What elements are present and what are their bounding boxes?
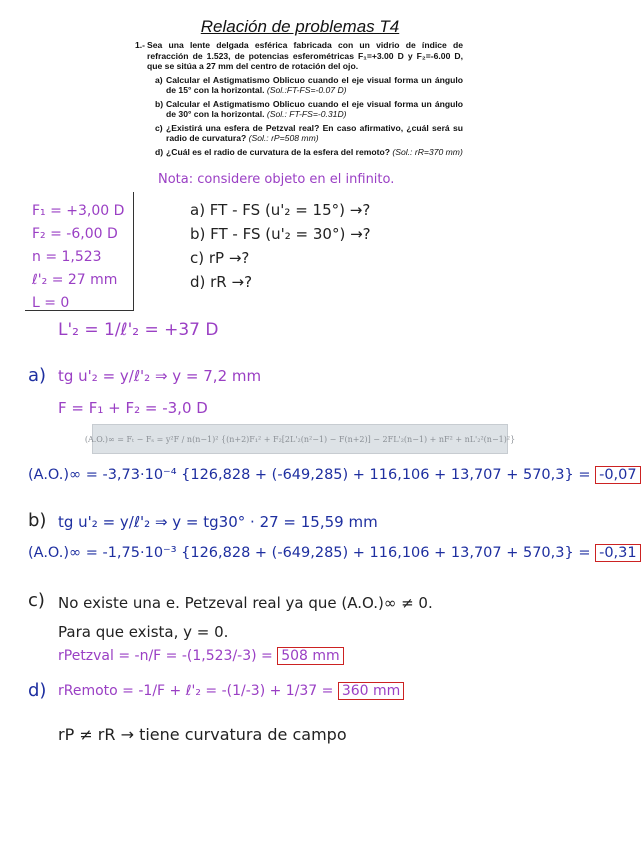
part-a-line1: tg u'₂ = y/ℓ'₂ ⇒ y = 7,2 mm (58, 367, 262, 385)
ask-c: c) rP →? (190, 249, 250, 267)
part-b-line1: tg u'₂ = y/ℓ'₂ ⇒ y = tg30° · 27 = 15,59 mm (58, 513, 378, 531)
problem-statement (135, 40, 463, 157)
astigmatism-formula-text: (A.O.)∞ = Fₜ − Fₛ = y²F / n(n−1)² {(n+2)F₁² + F₂[2L'₂(n²−1) − F(n+2)] − 2FL'₂(n−1) + nF² + nL'₂²(n−1)²} (84, 434, 516, 444)
problem-part-d: d) ¿Cuál es el radio de curvatura de la esfera del remoto? (Sol.: rR=370 mm) (155, 146, 463, 157)
ask-b: b) FT - FS (u'₂ = 30°) →? (190, 225, 371, 243)
givens-list (32, 200, 124, 315)
given-n: n = 1,523 (32, 249, 102, 265)
part-b-label: b) (28, 510, 47, 531)
part-solution: (Sol.: FT-FS=-0.31D) (266, 109, 347, 119)
given-f2: F₂ = -6,00 D (32, 226, 118, 242)
part-c-result-box: 508 mm (277, 647, 343, 665)
part-a-result-box: -0,07 (595, 466, 641, 484)
page-title: Relación de problemas T4 (200, 17, 400, 36)
part-d-label: d) (28, 680, 47, 701)
part-solution: (Sol.:FT-FS=-0.07 D) (266, 85, 347, 95)
part-b-result-box: -0,31 (595, 544, 641, 562)
part-text: ¿Existirá una esfera de Petzval real? En caso afirmativo, ¿cuál será su radio de curvatura? (166, 122, 463, 143)
part-a-result (28, 467, 641, 483)
problem-part-b: b) Calcular el Astigmatismo Oblicuo cuando el eje visual forma un ángulo de 30° con la horizontal. (Sol.: FT-FS=-0.31D) (155, 98, 463, 119)
ask-d: d) rR →? (190, 273, 253, 291)
part-c-label: c) (28, 590, 45, 611)
part-solution: (Sol.: rP=508 mm) (248, 133, 319, 143)
problem-number: 1.- (135, 40, 146, 50)
problem-part-c: c) ¿Existirá una esfera de Petzval real? En caso afirmativo, ¿cuál será su radio de curvatura? (Sol.: rP=508 mm) (155, 122, 463, 143)
problem-part-a: a) Calcular el Astigmatismo Oblicuo cuando el eje visual forma un ángulo de 15° con la horizontal. (Sol.:FT-FS=-0.07 D) (155, 74, 463, 95)
ask-a: a) FT - FS (u'₂ = 15°) →? (190, 201, 371, 219)
part-d-expr: rRemoto = -1/F + ℓ'₂ = -(1/-3) + 1/37 = (58, 683, 334, 699)
part-a-label: a) (28, 365, 47, 386)
problem-text: Sea una lente delgada esférica fabricada con un vidrio de índice de refracción de 1.523, de potencias esferométricas F₁=+3.00 D y F₂=-6.00 D, que se sitúa a 27 mm del centro de rotación del ojo. (147, 40, 463, 71)
part-a-result-expr: (A.O.)∞ = -3,73·10⁻⁴ {126,828 + (-649,285) + 116,106 + 13,707 + 570,3} = (28, 467, 591, 483)
part-text: ¿Cuál es el radio de curvatura de la esfera del remoto? (166, 146, 390, 157)
conclusion: rP ≠ rR → tiene curvatura de campo (58, 725, 347, 744)
part-a-line2: F = F₁ + F₂ = -3,0 D (58, 399, 208, 417)
part-c-line1: No existe una e. Petzeval real ya que (A.O.)∞ ≠ 0. (58, 594, 433, 612)
part-c-result (58, 648, 344, 664)
note: Nota: considere objeto en el infinito. (158, 172, 395, 187)
astigmatism-formula-image (84, 424, 516, 454)
part-b-result (28, 545, 641, 561)
given-l2: ℓ'₂ = 27 mm (32, 272, 118, 288)
asks-list (190, 198, 371, 294)
part-text: Calcular el Astigmatismo Oblicuo cuando el eje visual forma un ángulo de 15° con la horizontal. (166, 74, 463, 95)
part-d-result (58, 683, 404, 699)
part-c-expr: rPetzval = -n/F = -(1,523/-3) = (58, 648, 273, 664)
part-b-result-expr: (A.O.)∞ = -1,75·10⁻³ {126,828 + (-649,285) + 116,106 + 13,707 + 570,3} = (28, 545, 591, 561)
given-f1: F₁ = +3,00 D (32, 203, 125, 219)
given-L: L = 0 (32, 295, 70, 311)
part-text: Calcular el Astigmatismo Oblicuo cuando el eje visual forma un ángulo de 30° con la horizontal. (166, 98, 463, 119)
l2-formula: L'₂ = 1/ℓ'₂ = +37 D (58, 320, 219, 340)
part-solution: (Sol.: rR=370 mm) (392, 146, 463, 157)
part-c-line2: Para que exista, y = 0. (58, 623, 229, 641)
part-d-result-box: 360 mm (338, 682, 404, 700)
